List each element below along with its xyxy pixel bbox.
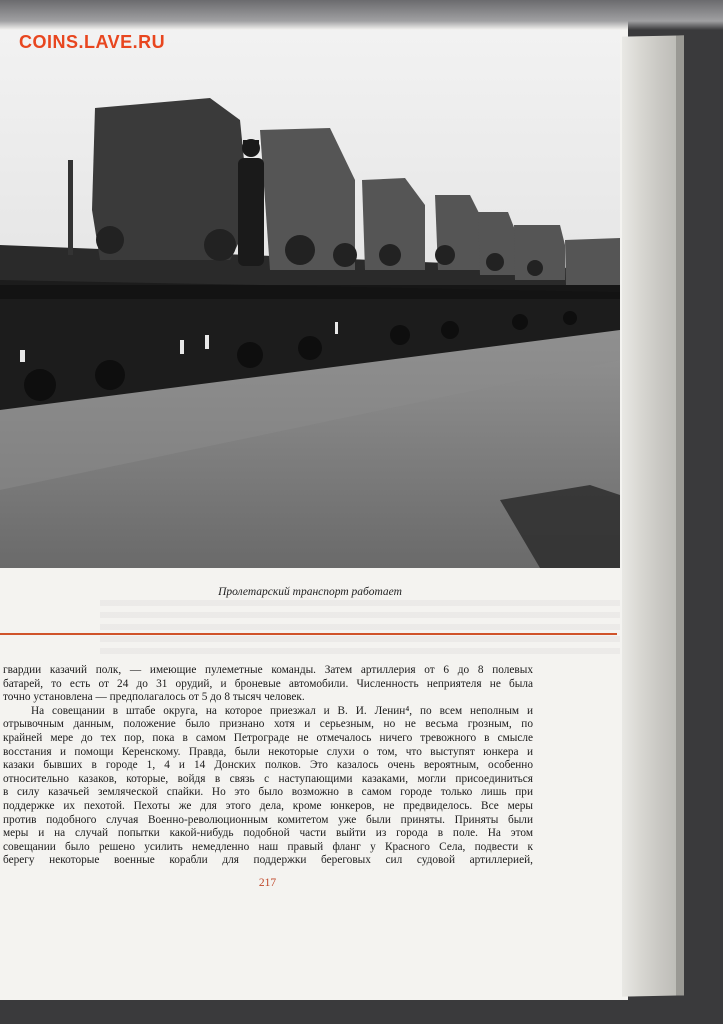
scan-top-shadow [0, 0, 723, 30]
text-line: точно установлена — предполагалось от 5 до 8 тысяч человек. [3, 691, 305, 704]
text-line: совещании было решено усилить немедленно наш правый фланг у Красного Села, подвести к [3, 840, 533, 853]
text-line: против подобного случая Военно-революционным комитетом уже были приняты. Приняты были [3, 813, 533, 826]
body-text [3, 664, 533, 868]
watermark: COINS.LAVE.RU [19, 32, 166, 52]
text-line: меры и на случай попытки какой-нибудь подобной части выйти из города в поле. На этом [3, 827, 533, 840]
page-stack-edge [622, 35, 684, 996]
text-line: гвардии казачий полк, — имеющие пулеметные команды. Затем артиллерия от 6 до 8 полевых [3, 664, 533, 676]
photo-caption: Пролетарский транспорт работает [218, 586, 402, 598]
text-line: берегу некоторые военные корабли для поддержки береговых сил судовой артиллерией, [3, 854, 533, 867]
text-line: поддержке их пехотой. Пехоты же для этого дела, кроме юнкеров, не предвиделось. Все меры [3, 799, 533, 812]
text-line: батарей, то есть от 24 до 31 орудий, и броневые автомобили. Численность неприятеля не была [3, 677, 533, 690]
section-rule [0, 633, 617, 635]
photo-train-with-trucks [0, 30, 620, 568]
text-line: На совещании в штабе округа, на которое приезжал и В. И. Ленин⁴, по всем неполным и [31, 704, 533, 717]
text-line: казаки бывших в городе 1, 4 и 14 Донских полков. Это казалось очень вероятным, особенно [3, 759, 533, 772]
bleed-through-text [100, 600, 620, 660]
page-number: 217 [258, 877, 277, 889]
text-line: отрывочным данным, положение было признано хотя и серьезным, но не весьма грозным, по [3, 718, 533, 731]
text-line: крайней мере до тех пор, пока в самом Петрограде не отмечалось ничего тревожного в смысле [3, 731, 533, 744]
text-line: относительно казаков, которые, войдя в связь с наступающими казаками, могли присоединиться [3, 772, 533, 785]
text-line: в силу казачьей земляческой спайки. Но это было возможно в самом городе только лишь при [3, 786, 533, 799]
text-line: восстания и помощи Керенскому. Правда, были некоторые слухи о том, что выступят юнкера и [3, 745, 533, 758]
